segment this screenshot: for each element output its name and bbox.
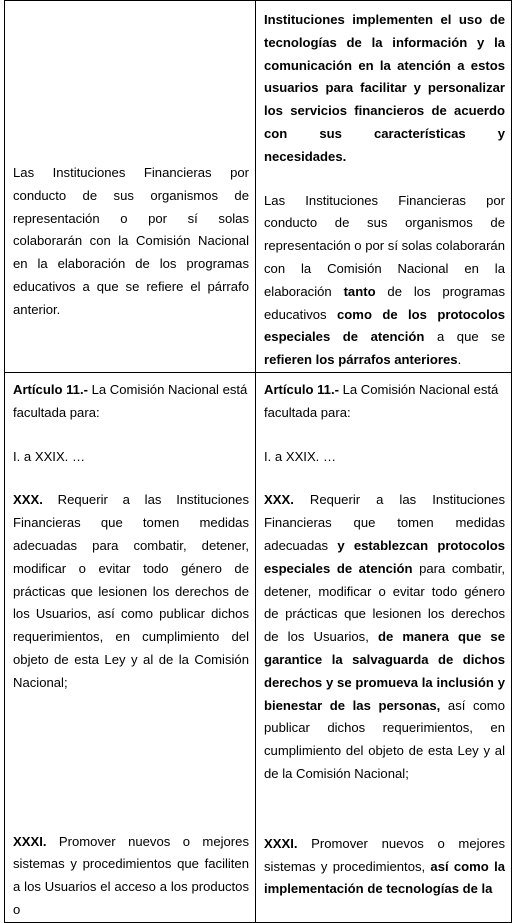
blank-space (13, 7, 249, 162)
left-cell-current-text (5, 1, 256, 373)
fraction-xxxi: XXXI. Promover nuevos o mejores sistemas y procedimientos, así como la implementación de tecnologías de la (264, 835, 505, 897)
fraction-xxx: XXX. Requerir a las Instituciones Financieras que tomen medidas adecuadas y establezcan protocolos especiales de atención para combatir, detener, modificar o evitar todo género de prácticas que lesionen los derechos de los Usuarios, de manera que se garantice la salvaguarda de dichos derechos y se promueva la inclusión y bienestar de las personas, así como publicar dichos requerimientos, en cumplimiento del objeto de esta Ley y al de la Comisión Nacional; (264, 492, 505, 781)
fraction-xxxi: XXXI. Promover nuevos o mejores sistemas y procedimientos que faciliten a los Usuarios el acceso a los productos o (13, 833, 249, 917)
left-cell-article-11 (5, 372, 256, 922)
left-paragraph-collaboration: Las Instituciones Financieras por conducto de sus organismos de representación o por sí solas colaborarán con la Comisión Nacional en la elaboración de los programas educativos a que se refiere el párrafo anterior. (13, 165, 249, 317)
table-row (5, 1, 512, 373)
fraction-range: I. a XXIX. … (264, 448, 337, 464)
article-heading: Artículo 11.- La Comisión Nacional está facultada para: (13, 381, 248, 420)
comparison-table (4, 0, 512, 923)
right-intro-bold: Instituciones implementen el uso de tecnologías de la información y la comunicación en la atención a estos usuarios para facilitar y personalizar los servicios financieros de acuerdo con sus características y necesidades. (264, 12, 505, 164)
table-row (5, 372, 512, 922)
fraction-range: I. a XXIX. … (13, 448, 86, 464)
article-heading: Artículo 11.- La Comisión Nacional está facultada para: (264, 381, 499, 420)
fraction-xxx: XXX. Requerir a las Instituciones Financieras que tomen medidas adecuadas para combatir, detener, modificar o evitar todo género de prácticas que lesionen los derechos de los Usuarios, así como publicar dichos requerimientos, en cumplimiento del objeto de esta Ley y al de la Comisión Nacional; (13, 492, 249, 690)
right-cell-article-11 (256, 372, 512, 922)
right-cell-proposed-text (256, 1, 512, 373)
right-paragraph-collaboration: Las Instituciones Financieras por conducto de sus organismos de representación o por sí solas colaborarán con la Comisión Nacional en la elaboración tanto de los programas educativos como de los protocolos especiales de atención a que se refieren los párrafos anteriores. (264, 192, 505, 368)
